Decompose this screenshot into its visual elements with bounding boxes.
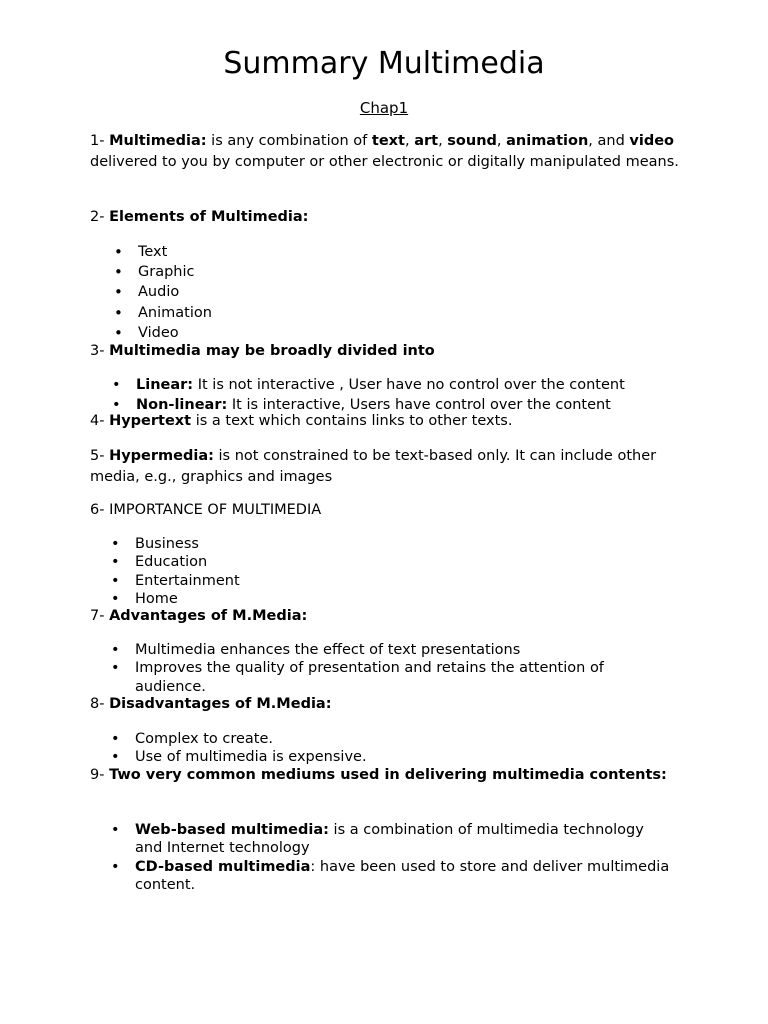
term-non-linear: Non-linear:: [136, 397, 228, 414]
term-hypertext: Hypertext: [109, 413, 192, 429]
term-cd-based: CD-based multimedia: [135, 858, 311, 875]
section-heading-text: Advantages of M.Media:: [109, 608, 308, 624]
list-item: • Use of multimedia is expensive.: [135, 748, 695, 766]
keyword-art: art: [414, 133, 439, 149]
section-7-heading: [90, 606, 680, 627]
disadvantages-list: [135, 730, 695, 767]
text-run: is a text which contains links to other texts.: [191, 413, 513, 429]
list-item: • Animation: [138, 303, 698, 323]
section-1-paragraph: [90, 131, 680, 173]
list-item: • Complex to create.: [135, 730, 695, 748]
section-heading-text: IMPORTANCE OF MULTIMEDIA: [109, 502, 322, 518]
section-number: 5-: [90, 448, 110, 464]
text-run: ,: [438, 133, 448, 149]
text-run: is not constrained to be text-based only. It can include other media, e.g., graphics and images: [90, 448, 657, 485]
list-item: • Education: [135, 553, 695, 571]
list-item: • Video: [138, 323, 698, 343]
elements-list: [138, 242, 698, 343]
section-3-heading: [90, 341, 680, 362]
item-text: : have been used to store and deliver multimedia content.: [135, 858, 670, 893]
text-run: ,: [404, 133, 415, 149]
keyword-sound: sound: [447, 133, 497, 149]
term-web-based: Web-based multimedia:: [135, 822, 329, 838]
list-item: • Business: [135, 535, 695, 553]
list-item: • Graphic: [138, 262, 698, 282]
list-item: • Home: [135, 590, 695, 608]
item-text: It is not interactive , User have no control over the content: [193, 377, 625, 393]
section-2-heading: [90, 207, 680, 228]
item-text: It is interactive, Users have control over the content: [227, 397, 611, 414]
term-multimedia: Multimedia:: [109, 133, 207, 149]
list-item: • Multimedia enhances the effect of text presentations: [135, 641, 655, 659]
list-item: • Audio: [138, 282, 698, 302]
section-4-paragraph: [90, 411, 680, 432]
item-text: is a combination of multimedia technology and Internet technology: [135, 822, 644, 857]
term-hypermedia: Hypermedia:: [109, 448, 214, 464]
text-run: ,: [496, 133, 507, 149]
chapter-heading: Chap1: [359, 99, 409, 117]
section-number: 6-: [90, 502, 110, 518]
list-item: • Entertainment: [135, 572, 695, 590]
section-number: 9-: [90, 767, 110, 783]
list-item: [135, 821, 675, 858]
text-run: , and: [588, 133, 630, 149]
list-item: [135, 858, 675, 895]
text-run: is any combination of: [206, 133, 372, 149]
divisions-list: [136, 375, 736, 415]
advantages-list: [135, 641, 655, 696]
section-heading-text: Multimedia may be broadly divided into: [109, 343, 435, 359]
mediums-list: [135, 821, 675, 894]
keyword-video: video: [629, 133, 675, 149]
text-run: delivered to you by computer or other electronic or digitally manipulated means.: [90, 154, 679, 170]
section-8-heading: [90, 694, 680, 715]
section-heading-text: Disadvantages of M.Media:: [109, 696, 332, 712]
document-title: Summary Multimedia: [223, 46, 545, 81]
section-5-paragraph: [90, 446, 680, 488]
section-heading-text: Two very common mediums used in delivering multimedia contents:: [109, 767, 667, 783]
section-number: 1-: [90, 133, 110, 149]
section-number: 8-: [90, 696, 110, 712]
list-item: • Improves the quality of presentation and retains the attention of audience.: [135, 659, 655, 696]
section-number: 3-: [90, 343, 110, 359]
section-number: 7-: [90, 608, 110, 624]
list-item: • Text: [138, 242, 698, 262]
list-item: [136, 375, 736, 395]
section-number: 4-: [90, 413, 110, 429]
keyword-animation: animation: [506, 133, 589, 149]
term-linear: Linear:: [136, 377, 194, 393]
section-9-heading: [90, 765, 680, 786]
section-6-heading: [90, 500, 680, 521]
section-heading-text: Elements of Multimedia:: [109, 209, 309, 225]
importance-list: [135, 535, 695, 608]
keyword-text: text: [371, 133, 405, 149]
section-number: 2-: [90, 209, 110, 225]
